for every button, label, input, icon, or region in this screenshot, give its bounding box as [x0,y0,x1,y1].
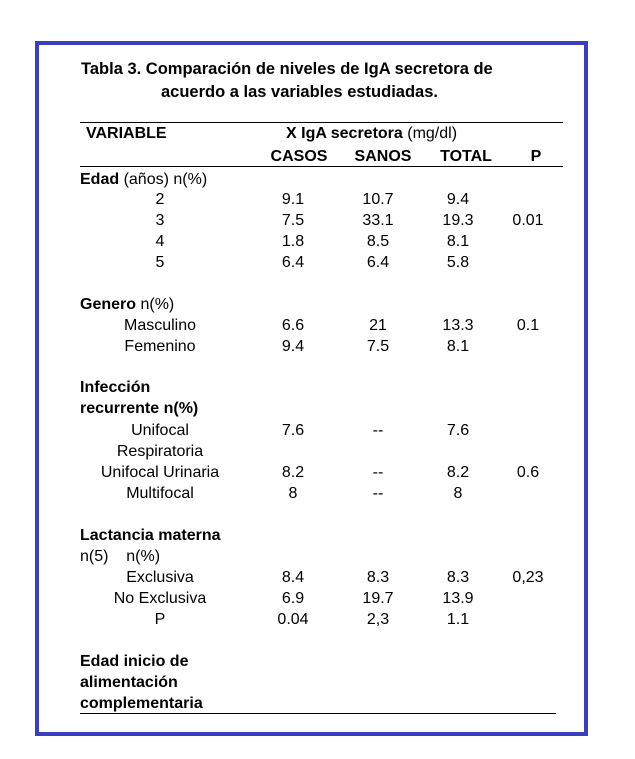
row-label: Femenino [124,338,196,355]
cell-total: 9.4 [446,191,470,208]
cell-sanos: -- [372,422,384,439]
cell-p: 0.6 [516,464,540,481]
cell-casos: 7.6 [281,422,305,439]
row-label: Masculino [123,317,197,334]
cell-casos: 0.04 [277,611,309,628]
header-variable: VARIABLE [86,125,167,142]
cell-sanos: 8.5 [366,233,390,250]
cell-sanos: -- [372,464,384,481]
cell-casos: 9.1 [281,191,305,208]
cell-casos: 8.2 [281,464,305,481]
section-edad-inicio-label-1: Edad inicio de [80,653,189,670]
cell-total: 1.1 [446,611,470,628]
section-infeccion-label-1: Infección [80,379,151,396]
cell-total: 13.3 [442,317,474,334]
cell-casos: 1.8 [281,233,305,250]
cell-sanos: 19.7 [362,590,394,607]
section-infeccion-label-2: recurrente n(%) [80,400,199,417]
bottom-rule [80,713,556,714]
cell-p: 0.01 [512,212,544,229]
row-label: Unifocal Urinaria [100,464,220,481]
cell-total: 13.9 [442,590,474,607]
cell-total: 5.8 [446,254,470,271]
row-label: Exclusiva [126,569,194,586]
cell-total: 8.1 [446,233,470,250]
cell-casos: 6.9 [281,590,305,607]
cell-sanos: 10.7 [362,191,394,208]
section-lactancia-label-2: n(5) n(%) [80,548,161,565]
cell-casos: 7.5 [281,212,305,229]
cell-sanos: 7.5 [366,338,390,355]
cell-casos: 8 [288,485,298,502]
cell-total: 8.2 [446,464,470,481]
section-edad-inicio-label-3: complementaria [80,695,203,712]
row-label: Respiratoria [116,443,204,460]
cell-total: 19.3 [442,212,474,229]
cell-sanos: -- [372,485,384,502]
section-lactancia-label-1: Lactancia materna [80,527,221,544]
row-label: 5 [155,254,165,271]
section-edad-inicio-label-2: alimentación [80,674,178,691]
cell-sanos: 33.1 [362,212,394,229]
cell-p: 0.1 [516,317,540,334]
row-label: P [154,611,166,628]
header-group: X IgA secretora (mg/dl) [286,125,458,142]
cell-p: 0,23 [512,569,544,586]
cell-sanos: 8.3 [366,569,390,586]
table-title-line1: Tabla 3. Comparación de niveles de IgA secretora de [81,60,493,78]
header-sanos: SANOS [354,148,412,165]
section-edad-label: Edad (años) n(%) [80,171,208,188]
cell-casos: 6.6 [281,317,305,334]
header-casos: CASOS [270,148,328,165]
cell-total: 8.1 [446,338,470,355]
cell-casos: 6.4 [281,254,305,271]
row-label: Multifocal [126,485,194,502]
row-label: No Exclusiva [113,590,207,607]
cell-total: 8 [453,485,463,502]
table-title-line2: acuerdo a las variables estudiadas. [161,83,438,101]
top-rule [80,122,563,123]
cell-casos: 9.4 [281,338,305,355]
header-p: P [530,148,542,165]
section-genero-label: Genero n(%) [80,296,175,313]
header-total: TOTAL [440,148,492,165]
row-label: Unifocal [131,422,189,439]
row-label: 3 [155,212,165,229]
row-label: 4 [155,233,165,250]
row-label: 2 [155,191,165,208]
cell-sanos: 2,3 [366,611,390,628]
cell-total: 8.3 [446,569,470,586]
cell-sanos: 21 [369,317,387,334]
cell-total: 7.6 [446,422,470,439]
cell-sanos: 6.4 [366,254,390,271]
header-rule [80,166,563,167]
cell-casos: 8.4 [281,569,305,586]
